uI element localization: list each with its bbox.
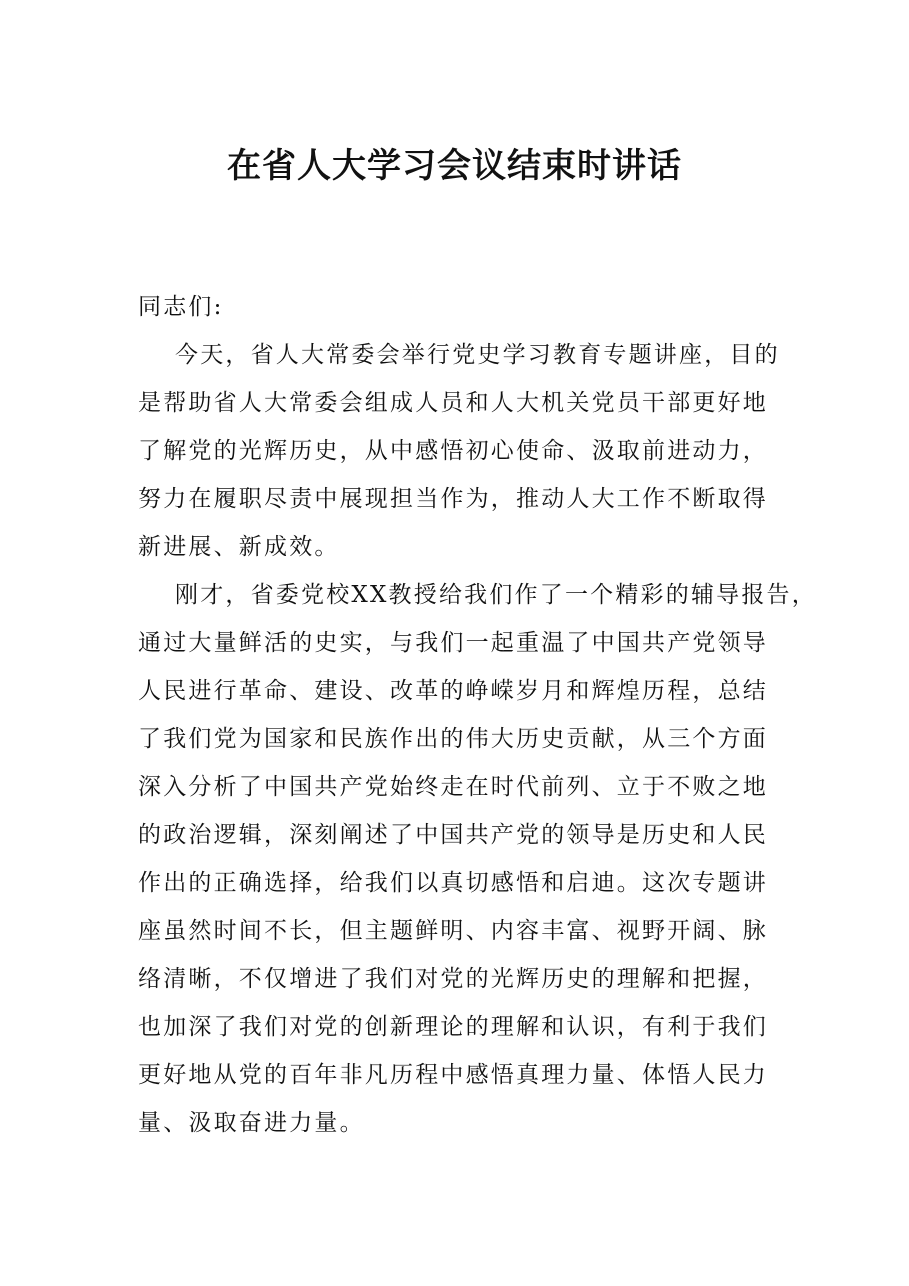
text-line: 是帮助省人大常委会组成人员和人大机关党员干部更好地 [138, 390, 768, 416]
document-title: 在省人大学习会议结束时讲话 [227, 146, 682, 186]
text-line: 座虽然时间不长，但主题鲜明、内容丰富、视野开阔、脉 [138, 918, 768, 944]
document-body [138, 283, 818, 1147]
text-line: 同志们: [138, 294, 224, 320]
text-line: 今天，省人大常委会举行党史学习教育专题讲座，目的 [175, 342, 780, 368]
text-line: 量、汲取奋进力量。 [138, 1110, 365, 1136]
text-line: 的政治逻辑，深刻阐述了中国共产党的领导是历史和人民 [138, 822, 768, 848]
text-line: 络清晰，不仅增进了我们对党的光辉历史的理解和把握， [138, 966, 768, 992]
text-line: 新进展、新成效。 [138, 534, 340, 560]
text-line: 人民进行革命、建设、改革的峥嵘岁月和辉煌历程，总结 [138, 678, 768, 704]
text-line: 更好地从党的百年非凡历程中感悟真理力量、体悟人民力 [138, 1062, 768, 1088]
text-line: 深入分析了中国共产党始终走在时代前列、立于不败之地 [138, 774, 768, 800]
text-line: 通过大量鲜活的史实，与我们一起重温了中国共产党领导 [138, 630, 768, 656]
text-line: 作出的正确选择，给我们以真切感悟和启迪。这次专题讲 [138, 870, 768, 896]
text-line: 了我们党为国家和民族作出的伟大历史贡献，从三个方面 [138, 726, 768, 752]
text-line: 刚才，省委党校XX教授给我们作了一个精彩的辅导报告， [175, 582, 817, 608]
text-line: 努力在履职尽责中展现担当作为，推动人大工作不断取得 [138, 486, 768, 512]
text-line: 了解党的光辉历史，从中感悟初心使命、汲取前进动力， [138, 438, 768, 464]
text-line: 也加深了我们对党的创新理论的理解和认识，有利于我们 [138, 1014, 768, 1040]
